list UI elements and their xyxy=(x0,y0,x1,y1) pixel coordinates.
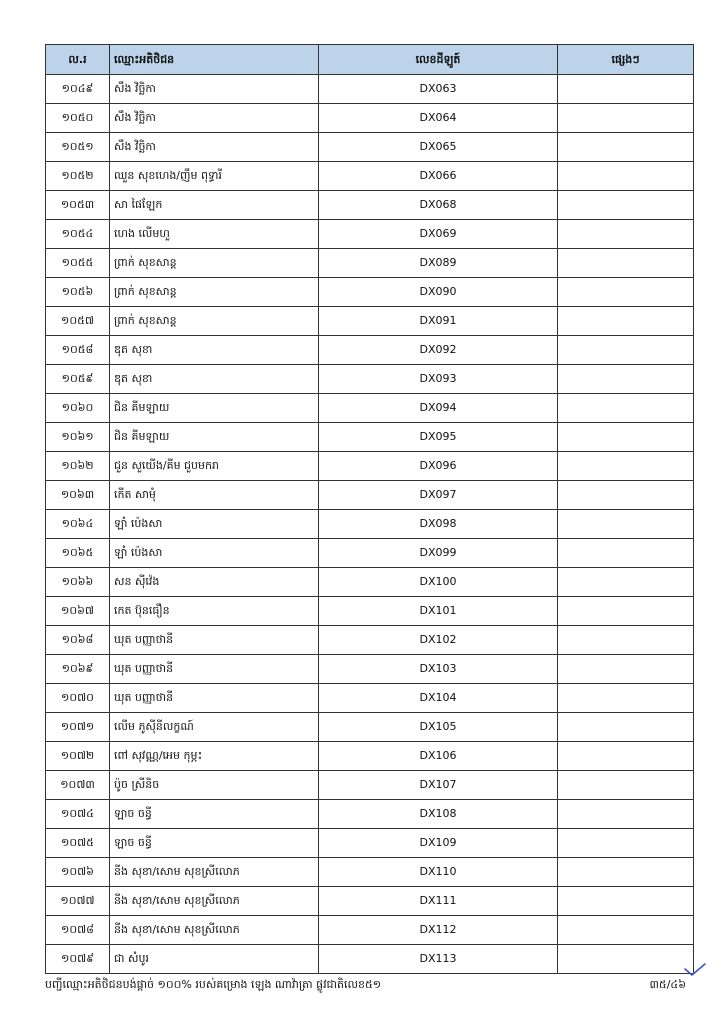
table-row xyxy=(46,452,694,481)
row-lot-number: DX069 xyxy=(319,220,558,249)
row-customer-name: សា ផៃឡែក xyxy=(110,191,319,220)
row-other xyxy=(558,945,694,974)
row-number: ១០៦៧ xyxy=(46,597,110,626)
table-row xyxy=(46,858,694,887)
row-customer-name: កើត សាមុំ xyxy=(110,481,319,510)
customer-table xyxy=(45,44,694,974)
row-lot-number: DX100 xyxy=(319,568,558,597)
row-number: ១០៥៣ xyxy=(46,191,110,220)
row-other xyxy=(558,568,694,597)
row-lot-number: DX102 xyxy=(319,626,558,655)
table-row xyxy=(46,742,694,771)
header-other: ផ្សេងៗ xyxy=(558,45,694,75)
row-lot-number: DX109 xyxy=(319,829,558,858)
row-number: ១០៥១ xyxy=(46,133,110,162)
row-customer-name: កេត ប៊ុនធឿន xyxy=(110,597,319,626)
row-number: ១០៧៨ xyxy=(46,916,110,945)
row-number: ១០៥៦ xyxy=(46,278,110,307)
row-lot-number: DX090 xyxy=(319,278,558,307)
table-row xyxy=(46,771,694,800)
row-lot-number: DX101 xyxy=(319,597,558,626)
row-lot-number: DX111 xyxy=(319,887,558,916)
table-row xyxy=(46,307,694,336)
row-number: ១០៥៩ xyxy=(46,365,110,394)
row-other xyxy=(558,771,694,800)
row-other xyxy=(558,916,694,945)
row-number: ១០៥៧ xyxy=(46,307,110,336)
row-customer-name: ឡាច ចន្ធី xyxy=(110,800,319,829)
row-customer-name: ឡាច ចន្ធី xyxy=(110,829,319,858)
row-customer-name: លើម ភូស៊ីនីលក្ខណ៍ xyxy=(110,713,319,742)
table-body xyxy=(46,75,694,974)
row-other xyxy=(558,278,694,307)
row-other xyxy=(558,365,694,394)
row-number: ១០៦០ xyxy=(46,394,110,423)
row-number: ១០៧០ xyxy=(46,684,110,713)
row-customer-name: សឹង វិច្ឆិកា xyxy=(110,75,319,104)
table-row xyxy=(46,481,694,510)
page-number: ៣៥/៤៦ xyxy=(649,978,686,991)
row-other xyxy=(558,307,694,336)
row-customer-name: ជួន សួយើង/គីម ជួបមករា xyxy=(110,452,319,481)
table-row xyxy=(46,365,694,394)
row-other xyxy=(558,133,694,162)
row-number: ១០៥៥ xyxy=(46,249,110,278)
table-row xyxy=(46,945,694,974)
table-row xyxy=(46,916,694,945)
row-other xyxy=(558,104,694,133)
row-customer-name: នីង សុខា/សោម សុខស្រីលោភ xyxy=(110,916,319,945)
row-lot-number: DX099 xyxy=(319,539,558,568)
row-other xyxy=(558,655,694,684)
row-number: ១០៧៩ xyxy=(46,945,110,974)
row-lot-number: DX095 xyxy=(319,423,558,452)
row-other xyxy=(558,162,694,191)
row-lot-number: DX112 xyxy=(319,916,558,945)
row-customer-name: ឈួន សុខហេង/ញឹម ពុទ្ធារី xyxy=(110,162,319,191)
row-lot-number: DX094 xyxy=(319,394,558,423)
row-other xyxy=(558,220,694,249)
row-other xyxy=(558,423,694,452)
row-lot-number: DX107 xyxy=(319,771,558,800)
row-customer-name: សន ស៊ីវ៉េង xyxy=(110,568,319,597)
row-lot-number: DX066 xyxy=(319,162,558,191)
table-row xyxy=(46,104,694,133)
row-other xyxy=(558,858,694,887)
table-row xyxy=(46,510,694,539)
row-customer-name: ជា សំបូរ xyxy=(110,945,319,974)
row-other xyxy=(558,597,694,626)
row-other xyxy=(558,829,694,858)
row-lot-number: DX064 xyxy=(319,104,558,133)
row-customer-name: ហេង លើមហួ xyxy=(110,220,319,249)
row-other xyxy=(558,713,694,742)
row-number: ១០៦៩ xyxy=(46,655,110,684)
check-mark-icon xyxy=(683,963,707,977)
row-other xyxy=(558,800,694,829)
row-customer-name: ឌុត សុខា xyxy=(110,365,319,394)
table-row xyxy=(46,133,694,162)
row-number: ១០៦៤ xyxy=(46,510,110,539)
table-row xyxy=(46,684,694,713)
row-lot-number: DX105 xyxy=(319,713,558,742)
row-lot-number: DX110 xyxy=(319,858,558,887)
row-lot-number: DX068 xyxy=(319,191,558,220)
table-row xyxy=(46,220,694,249)
table-row xyxy=(46,249,694,278)
row-customer-name: ឃុត បញ្ញាថានី xyxy=(110,626,319,655)
row-number: ១០៥២ xyxy=(46,162,110,191)
row-customer-name: ឃុត បញ្ញាថានី xyxy=(110,655,319,684)
table-row xyxy=(46,887,694,916)
row-lot-number: DX106 xyxy=(319,742,558,771)
row-other xyxy=(558,75,694,104)
row-number: ១០៧៦ xyxy=(46,858,110,887)
row-lot-number: DX092 xyxy=(319,336,558,365)
header-customer-name: ឈ្មោះអតិថិជន xyxy=(110,45,319,75)
table-row xyxy=(46,829,694,858)
row-number: ១០៧៤ xyxy=(46,800,110,829)
row-number: ១០៥៤ xyxy=(46,220,110,249)
footer-caption: បញ្ជីឈ្មោះអតិថិជនបង់ផ្តាច់ ១០០% របស់គម្រោង ឡេង ណាវ៉ាត្រា ផ្លូវជាតិលេខ៥១ xyxy=(45,978,382,991)
row-lot-number: DX091 xyxy=(319,307,558,336)
table-row xyxy=(46,394,694,423)
row-lot-number: DX089 xyxy=(319,249,558,278)
row-customer-name: នីង សុខា/សោម សុខស្រីលោភ xyxy=(110,858,319,887)
table-row xyxy=(46,800,694,829)
row-other xyxy=(558,684,694,713)
row-lot-number: DX063 xyxy=(319,75,558,104)
header-lot-number: លេខដីឡូត៍ xyxy=(319,45,558,75)
row-customer-name: ព្រាក់ សុខសាន្ត xyxy=(110,307,319,336)
row-customer-name: ប៉ូច ស្រីនិច xyxy=(110,771,319,800)
table-row xyxy=(46,191,694,220)
row-number: ១០៦៦ xyxy=(46,568,110,597)
row-customer-name: ព្រាក់ សុខសាន្ត xyxy=(110,249,319,278)
row-customer-name: សឹង វិច្ឆិកា xyxy=(110,133,319,162)
row-lot-number: DX113 xyxy=(319,945,558,974)
row-other xyxy=(558,626,694,655)
table-row xyxy=(46,539,694,568)
table-row xyxy=(46,336,694,365)
table-row xyxy=(46,278,694,307)
row-number: ១០៦៣ xyxy=(46,481,110,510)
table-row xyxy=(46,597,694,626)
row-lot-number: DX103 xyxy=(319,655,558,684)
row-customer-name: នីង សុខា/សោម សុខស្រីលោភ xyxy=(110,887,319,916)
row-number: ១០៧៧ xyxy=(46,887,110,916)
table-header-row xyxy=(46,45,694,75)
row-lot-number: DX096 xyxy=(319,452,558,481)
row-other xyxy=(558,481,694,510)
row-other xyxy=(558,249,694,278)
row-other xyxy=(558,394,694,423)
row-number: ១០៦៨ xyxy=(46,626,110,655)
row-customer-name: ឃុត បញ្ញាថានី xyxy=(110,684,319,713)
row-number: ១០៥៨ xyxy=(46,336,110,365)
row-customer-name: ឡាំ ប៉េងសា xyxy=(110,539,319,568)
row-number: ១០៧២ xyxy=(46,742,110,771)
row-other xyxy=(558,336,694,365)
row-lot-number: DX098 xyxy=(319,510,558,539)
row-number: ១០៦២ xyxy=(46,452,110,481)
row-customer-name: ជិន គីមឡាយ xyxy=(110,394,319,423)
row-other xyxy=(558,539,694,568)
row-number: ១០៧៥ xyxy=(46,829,110,858)
row-lot-number: DX097 xyxy=(319,481,558,510)
row-customer-name: ឡាំ ប៉េងសា xyxy=(110,510,319,539)
row-other xyxy=(558,887,694,916)
table-row xyxy=(46,626,694,655)
row-customer-name: សឹង វិច្ឆិកា xyxy=(110,104,319,133)
table-row xyxy=(46,162,694,191)
row-customer-name: ឌុត សុខា xyxy=(110,336,319,365)
row-other xyxy=(558,742,694,771)
row-number: ១០៦១ xyxy=(46,423,110,452)
row-lot-number: DX108 xyxy=(319,800,558,829)
row-other xyxy=(558,510,694,539)
table-row xyxy=(46,423,694,452)
header-number: ល.រ xyxy=(46,45,110,75)
row-customer-name: ពៅ សុវណ្ណ/អេម កុម្ភះ xyxy=(110,742,319,771)
row-number: ១០៧៣ xyxy=(46,771,110,800)
table-row xyxy=(46,655,694,684)
row-customer-name: ជិន គីមឡាយ xyxy=(110,423,319,452)
row-customer-name: ព្រាក់ សុខសាន្ត xyxy=(110,278,319,307)
row-number: ១០៥០ xyxy=(46,104,110,133)
row-other xyxy=(558,191,694,220)
row-number: ១០៧១ xyxy=(46,713,110,742)
row-lot-number: DX065 xyxy=(319,133,558,162)
row-other xyxy=(558,452,694,481)
table-row xyxy=(46,75,694,104)
row-lot-number: DX093 xyxy=(319,365,558,394)
table-row xyxy=(46,713,694,742)
table-row xyxy=(46,568,694,597)
row-number: ១០៤៩ xyxy=(46,75,110,104)
row-number: ១០៦៥ xyxy=(46,539,110,568)
row-lot-number: DX104 xyxy=(319,684,558,713)
